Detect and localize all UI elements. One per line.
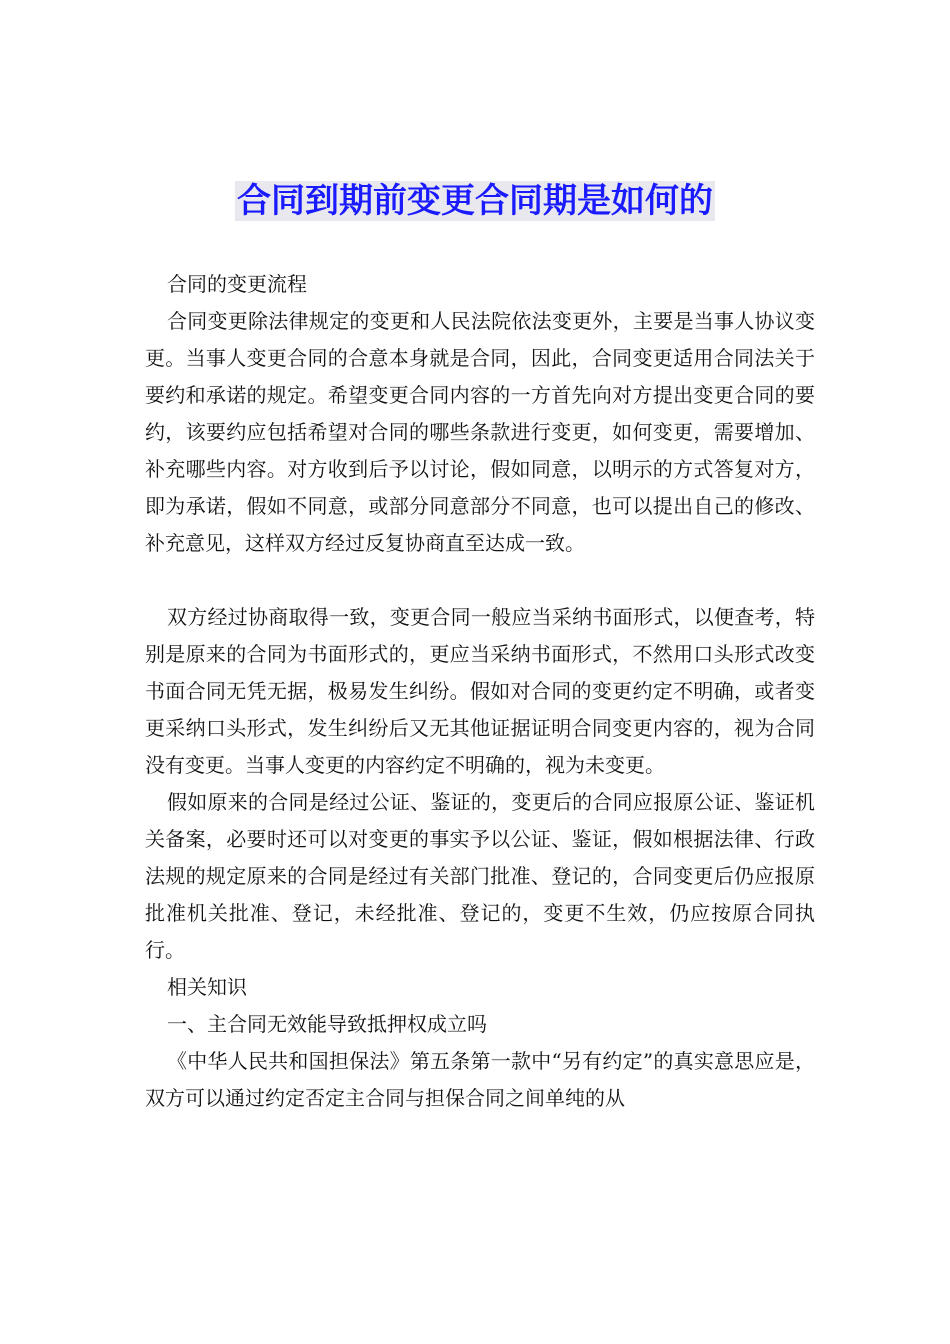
paragraph-notarization: 假如原来的合同是经过公证、鉴证的，变更后的合同应报原公证、鉴证机关备案，必要时还可以对变更的事实予以公证、鉴证，假如根据法律、行政法规的规定原来的合同是经过有关部门批准、登记的，合同变更后仍应报原批准机关批准、登记，未经批准、登记的，变更不生效，仍应按原合同执行。 [145,790,815,962]
subheading-mortgage-validity: 一、主合同无效能导致抵押权成立吗 [167,1012,487,1036]
section-heading-change-process: 合同的变更流程 [167,272,307,296]
paragraph-guarantee-law: 《中华人民共和国担保法》第五条第一款中“另有约定”的真实意思应是，双方可以通过约定否定主合同与担保合同之间单纯的从 [145,1049,815,1110]
section-heading-related-knowledge: 相关知识 [167,975,247,999]
document-title-text: 合同到期前变更合同期是如何的 [237,181,713,221]
paragraph-negotiated-change: 合同变更除法律规定的变更和人民法院依法变更外，主要是当事人协议变更。当事人变更合同的合意本身就是合同，因此，合同变更适用合同法关于要约和承诺的规定。希望变更合同内容的一方首先向对方提出变更合同的要约，该要约应包括希望对合同的哪些条款进行变更，如何变更，需要增加、补充哪些内容。对方收到后予以讨论，假如同意，以明示的方式答复对方，即为承诺，假如不同意，或部分同意部分不同意，也可以提出自己的修改、补充意见，这样双方经过反复协商直至达成一致。 [145,309,815,555]
document-title [0,176,950,226]
document-body [145,266,815,1117]
paragraph-written-form: 双方经过协商取得一致，变更合同一般应当采纳书面形式，以便查考，特别是原来的合同为书面形式的，更应当采纳书面形式，不然用口头形式改变书面合同无凭无据，极易发生纠纷。假如对合同的变更约定不明确，或者变更采纳口头形式，发生纠纷后又无其他证据证明合同变更内容的，视为合同没有变更。当事人变更的内容约定不明确的，视为未变更。 [145,605,815,777]
